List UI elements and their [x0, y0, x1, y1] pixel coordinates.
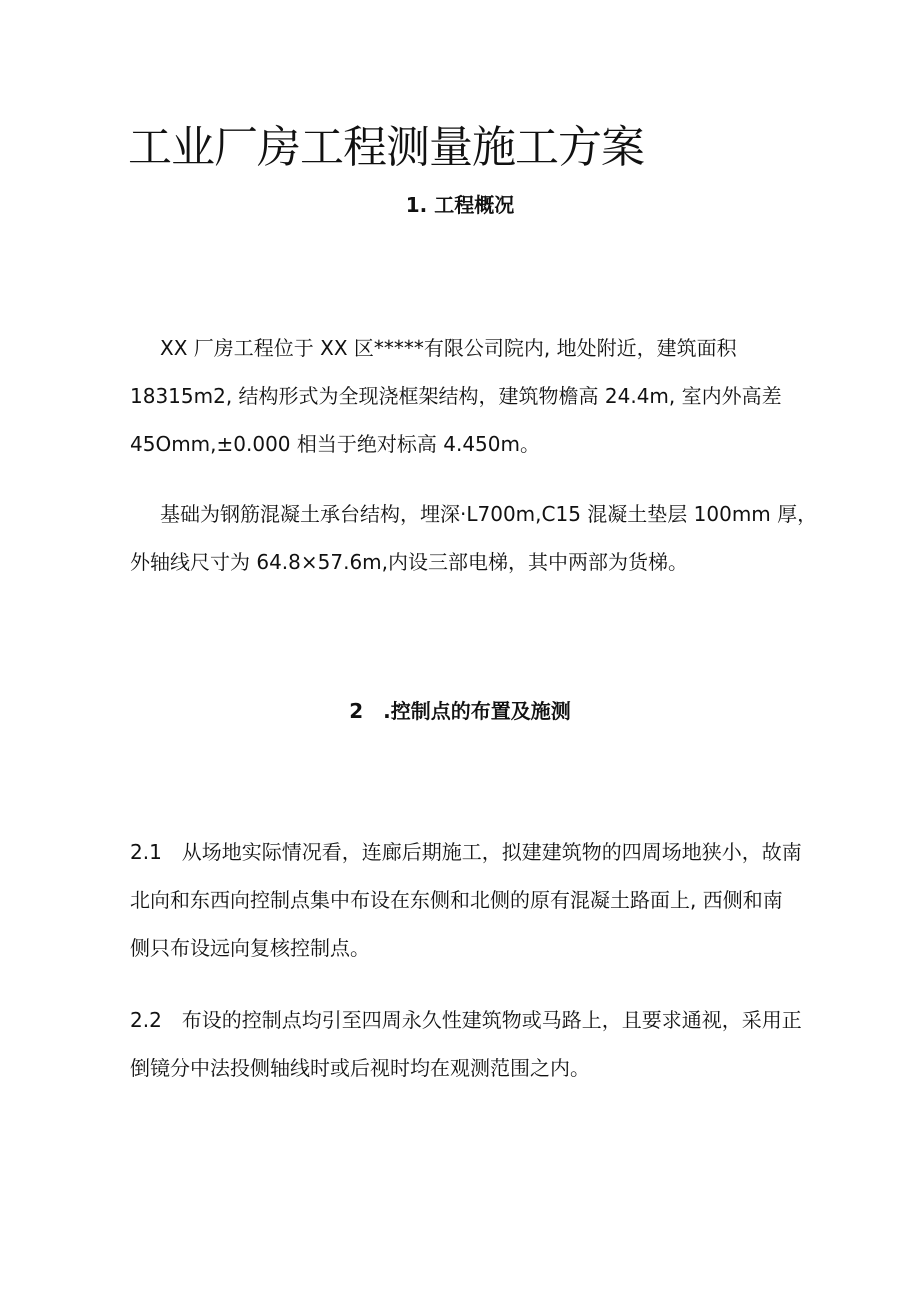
overview-paragraph-1: [130, 324, 796, 468]
document-title: 工业厂房工程测量施工方案: [128, 122, 644, 173]
paragraph-line: 45Omm,±0.000 相当于绝对标高 4.450m。: [130, 432, 540, 456]
paragraph-line: 侧只布设远向复核控制点。: [130, 936, 370, 960]
section-heading-overview: 1. 工程概况: [405, 193, 515, 217]
paragraph-line: 北向和东西向控制点集中布设在东侧和北侧的原有混凝土路面上, 西侧和南: [130, 888, 783, 912]
paragraph-line: 基础为钢筋混凝土承台结构，埋深·L700m,C15 混凝土垫层 100mm 厚，: [160, 502, 818, 526]
control-points-paragraph-2-2: [130, 996, 802, 1092]
control-points-paragraph-2-1: [130, 828, 802, 972]
paragraph-line: XX 厂房工程位于 XX 区*****有限公司院内, 地处附近，建筑面积: [160, 336, 737, 360]
paragraph-line: 外轴线尺寸为 64.8×57.6m,内设三部电梯，其中两部为货梯。: [130, 550, 689, 574]
paragraph-line: 2.2 布设的控制点均引至四周永久性建筑物或马路上，且要求通视，采用正: [130, 1008, 802, 1032]
paragraph-line: 2.1 从场地实际情况看，连廊后期施工，拟建建筑物的四周场地狭小，故南: [130, 840, 802, 864]
paragraph-line: 倒镜分中法投侧轴线时或后视时均在观测范围之内。: [130, 1056, 590, 1080]
section-heading-control-points: 2 .控制点的布置及施测: [349, 699, 571, 723]
paragraph-line: 18315m2, 结构形式为全现浇框架结构，建筑物檐高 24.4m, 室内外高差: [130, 384, 782, 408]
overview-paragraph-2: [130, 490, 818, 586]
